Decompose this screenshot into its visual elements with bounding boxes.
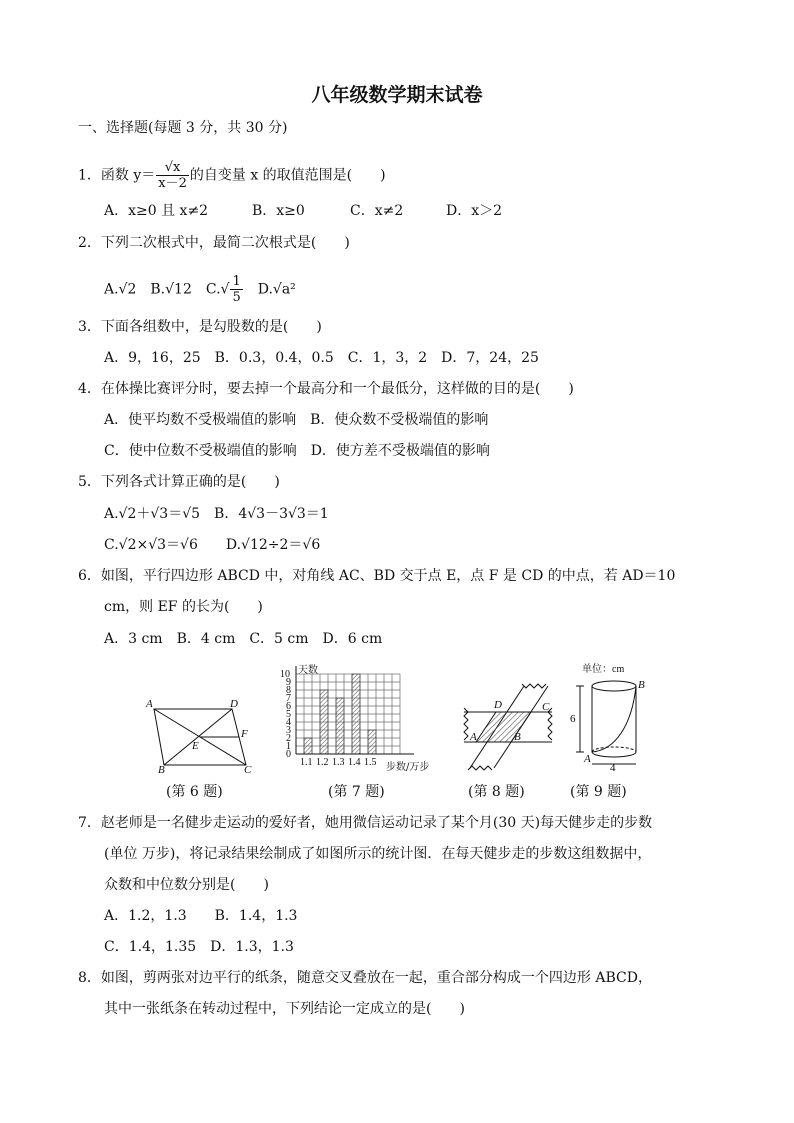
label-c: C bbox=[244, 764, 252, 775]
q3-options: A．9，16，25 B．0.3，0.4，0.5 C．1，3，2 D．7，24，25 bbox=[104, 350, 539, 366]
question-2: 2．下列二次根式中，最简二次根式是( ) bbox=[78, 235, 350, 251]
height-label: 6 bbox=[570, 713, 576, 725]
question-1 bbox=[78, 160, 386, 191]
question-4: 4．在体操比赛评分时，要去掉一个最高分和一个最低分，这样做的目的是( ) bbox=[78, 381, 574, 397]
cylinder-bottom-front bbox=[592, 752, 636, 757]
tear-top bbox=[522, 684, 546, 688]
question-6-line2: cm，则 EF 的长为( ) bbox=[104, 599, 263, 615]
q5-options-ab: A.√2＋√3＝√5 B．4√3－3√3＝1 bbox=[104, 506, 329, 522]
question-6-line1: 6．如图，平行四边形 ABCD 中，对角线 AC、BD 交于点 E，点 F 是 CD 的中点，若 AD＝10 bbox=[78, 568, 676, 584]
x-tick-label: 1.1 bbox=[300, 757, 313, 768]
q1-fraction bbox=[156, 160, 189, 191]
y-tick-label: 7 bbox=[286, 693, 291, 704]
x-tick-label: 1.2 bbox=[316, 757, 329, 768]
cylinder-top bbox=[592, 681, 636, 691]
figure-6-caption: (第 6 题) bbox=[166, 784, 223, 800]
x-tick-label: 1.5 bbox=[364, 757, 377, 768]
y-tick-label: 0 bbox=[286, 749, 291, 760]
q1-frac-num: √x bbox=[156, 160, 189, 176]
question-7-line3: 众数和中位数分别是( ) bbox=[104, 877, 269, 893]
q1-option-a: A．x≥0 且 x≠2 bbox=[104, 203, 209, 219]
figure-7-caption: (第 7 题) bbox=[328, 784, 385, 800]
q1-option-d: D．x＞2 bbox=[446, 203, 503, 219]
y-tick-label: 10 bbox=[280, 669, 290, 680]
q5-options-cd: C.√2×√3＝√6 D.√12÷2＝√6 bbox=[104, 537, 321, 553]
y-tick-label: 5 bbox=[286, 709, 291, 720]
label-d: D bbox=[230, 698, 238, 710]
y-tick-label: 3 bbox=[286, 725, 291, 736]
question-8-line2: 其中一张纸条在转动过程中，下列结论一定成立的是( ) bbox=[104, 1001, 465, 1017]
y-tick-label: 8 bbox=[286, 685, 291, 696]
q1-option-b: B．x≥0 bbox=[252, 203, 305, 219]
q7-options-cd: C．1.4，1.35 D．1.3，1.3 bbox=[104, 939, 294, 955]
label-a: A bbox=[584, 753, 591, 765]
q1-stem-post: 的自变量 x 的取值范围是( ) bbox=[189, 167, 386, 184]
question-7-line1: 7．赵老师是一名健步走运动的爱好者，她用微信运动记录了某个月(30 天)每天健步走的步数 bbox=[78, 815, 653, 831]
q2-options-post: D.√a² bbox=[243, 281, 296, 298]
y-tick-label: 9 bbox=[286, 677, 291, 688]
section-heading: 一、选择题(每题 3 分，共 30 分) bbox=[78, 120, 288, 136]
cylinder-path-ab bbox=[592, 686, 636, 752]
q1-frac-den: x－2 bbox=[158, 176, 187, 191]
chart-xlabel: 步数/万步 bbox=[386, 762, 430, 773]
q2-options: A.√2 B.√12 C.√ $\frac{1}{5}$ D.√a² bbox=[104, 274, 296, 305]
question-8-line1: 8．如图，剪两张对边平行的纸条，随意交叉叠放在一起，重合部分构成一个四边形 ABCD， bbox=[78, 970, 652, 986]
bar-1.5 bbox=[368, 730, 376, 754]
label-a: A bbox=[146, 698, 153, 710]
unit-label: 单位：cm bbox=[582, 664, 625, 675]
bar-1.1 bbox=[304, 738, 312, 754]
label-b: B bbox=[638, 679, 645, 691]
y-tick-label: 4 bbox=[286, 717, 291, 728]
y-tick-label: 1 bbox=[286, 741, 291, 752]
figure-8-strips bbox=[456, 672, 568, 776]
question-7-line2: (单位 万步)，将记录结果绘制成了如图所示的统计图．在每天健步走的步数这组数据中， bbox=[104, 846, 652, 862]
label-c: C bbox=[542, 701, 550, 713]
figure-9-cylinder bbox=[568, 660, 658, 774]
label-a: A bbox=[470, 731, 477, 743]
q1-stem-pre: 1．函数 y＝ bbox=[78, 167, 156, 184]
q2-options-pre: A.√2 B.√12 C. bbox=[104, 281, 221, 298]
q7-options-ab: A．1.2，1.3 B．1.4，1.3 bbox=[104, 908, 298, 924]
figure-7-chart bbox=[270, 664, 450, 776]
x-tick-label: 1.4 bbox=[348, 757, 361, 768]
figure-8-caption: (第 8 题) bbox=[468, 784, 525, 800]
tear-bottom bbox=[468, 766, 492, 770]
question-3: 3．下面各组数中，是勾股数的是( ) bbox=[78, 319, 322, 335]
label-b: B bbox=[158, 764, 165, 775]
q2-fraction bbox=[230, 274, 242, 305]
figure-9-caption: (第 9 题) bbox=[570, 784, 627, 800]
question-5: 5．下列各式计算正确的是( ) bbox=[78, 474, 280, 490]
tear-left bbox=[464, 708, 468, 740]
label-f: F bbox=[241, 728, 248, 740]
figure-6-parallelogram bbox=[140, 695, 260, 775]
y-tick-label: 2 bbox=[286, 733, 291, 744]
q4-options-ab: A．使平均数不受极端值的影响 B．使众数不受极端值的影响 bbox=[104, 412, 489, 428]
label-d: D bbox=[494, 699, 502, 711]
q2-frac-den: 5 bbox=[232, 290, 241, 305]
q2-frac-num: 1 bbox=[232, 274, 241, 289]
page-title: 八年级数学期末试卷 bbox=[311, 84, 483, 106]
overlap-abcd bbox=[476, 712, 531, 742]
x-tick-label: 1.3 bbox=[332, 757, 345, 768]
q6-options: A．3 cm B．4 cm C．5 cm D．6 cm bbox=[104, 631, 383, 647]
bar-1.4 bbox=[352, 674, 360, 754]
bar-1.2 bbox=[320, 690, 328, 754]
width-label: 4 bbox=[610, 762, 616, 774]
bar-1.3 bbox=[336, 698, 344, 754]
chart-ylabel: 天数 bbox=[298, 665, 318, 676]
q1-option-c: C．x≠2 bbox=[350, 203, 404, 219]
label-b: B bbox=[514, 731, 521, 743]
y-tick-label: 6 bbox=[286, 701, 291, 712]
label-e: E bbox=[192, 740, 199, 752]
q4-options-cd: C．使中位数不受极端值的影响 D．使方差不受极端值的影响 bbox=[104, 443, 490, 459]
